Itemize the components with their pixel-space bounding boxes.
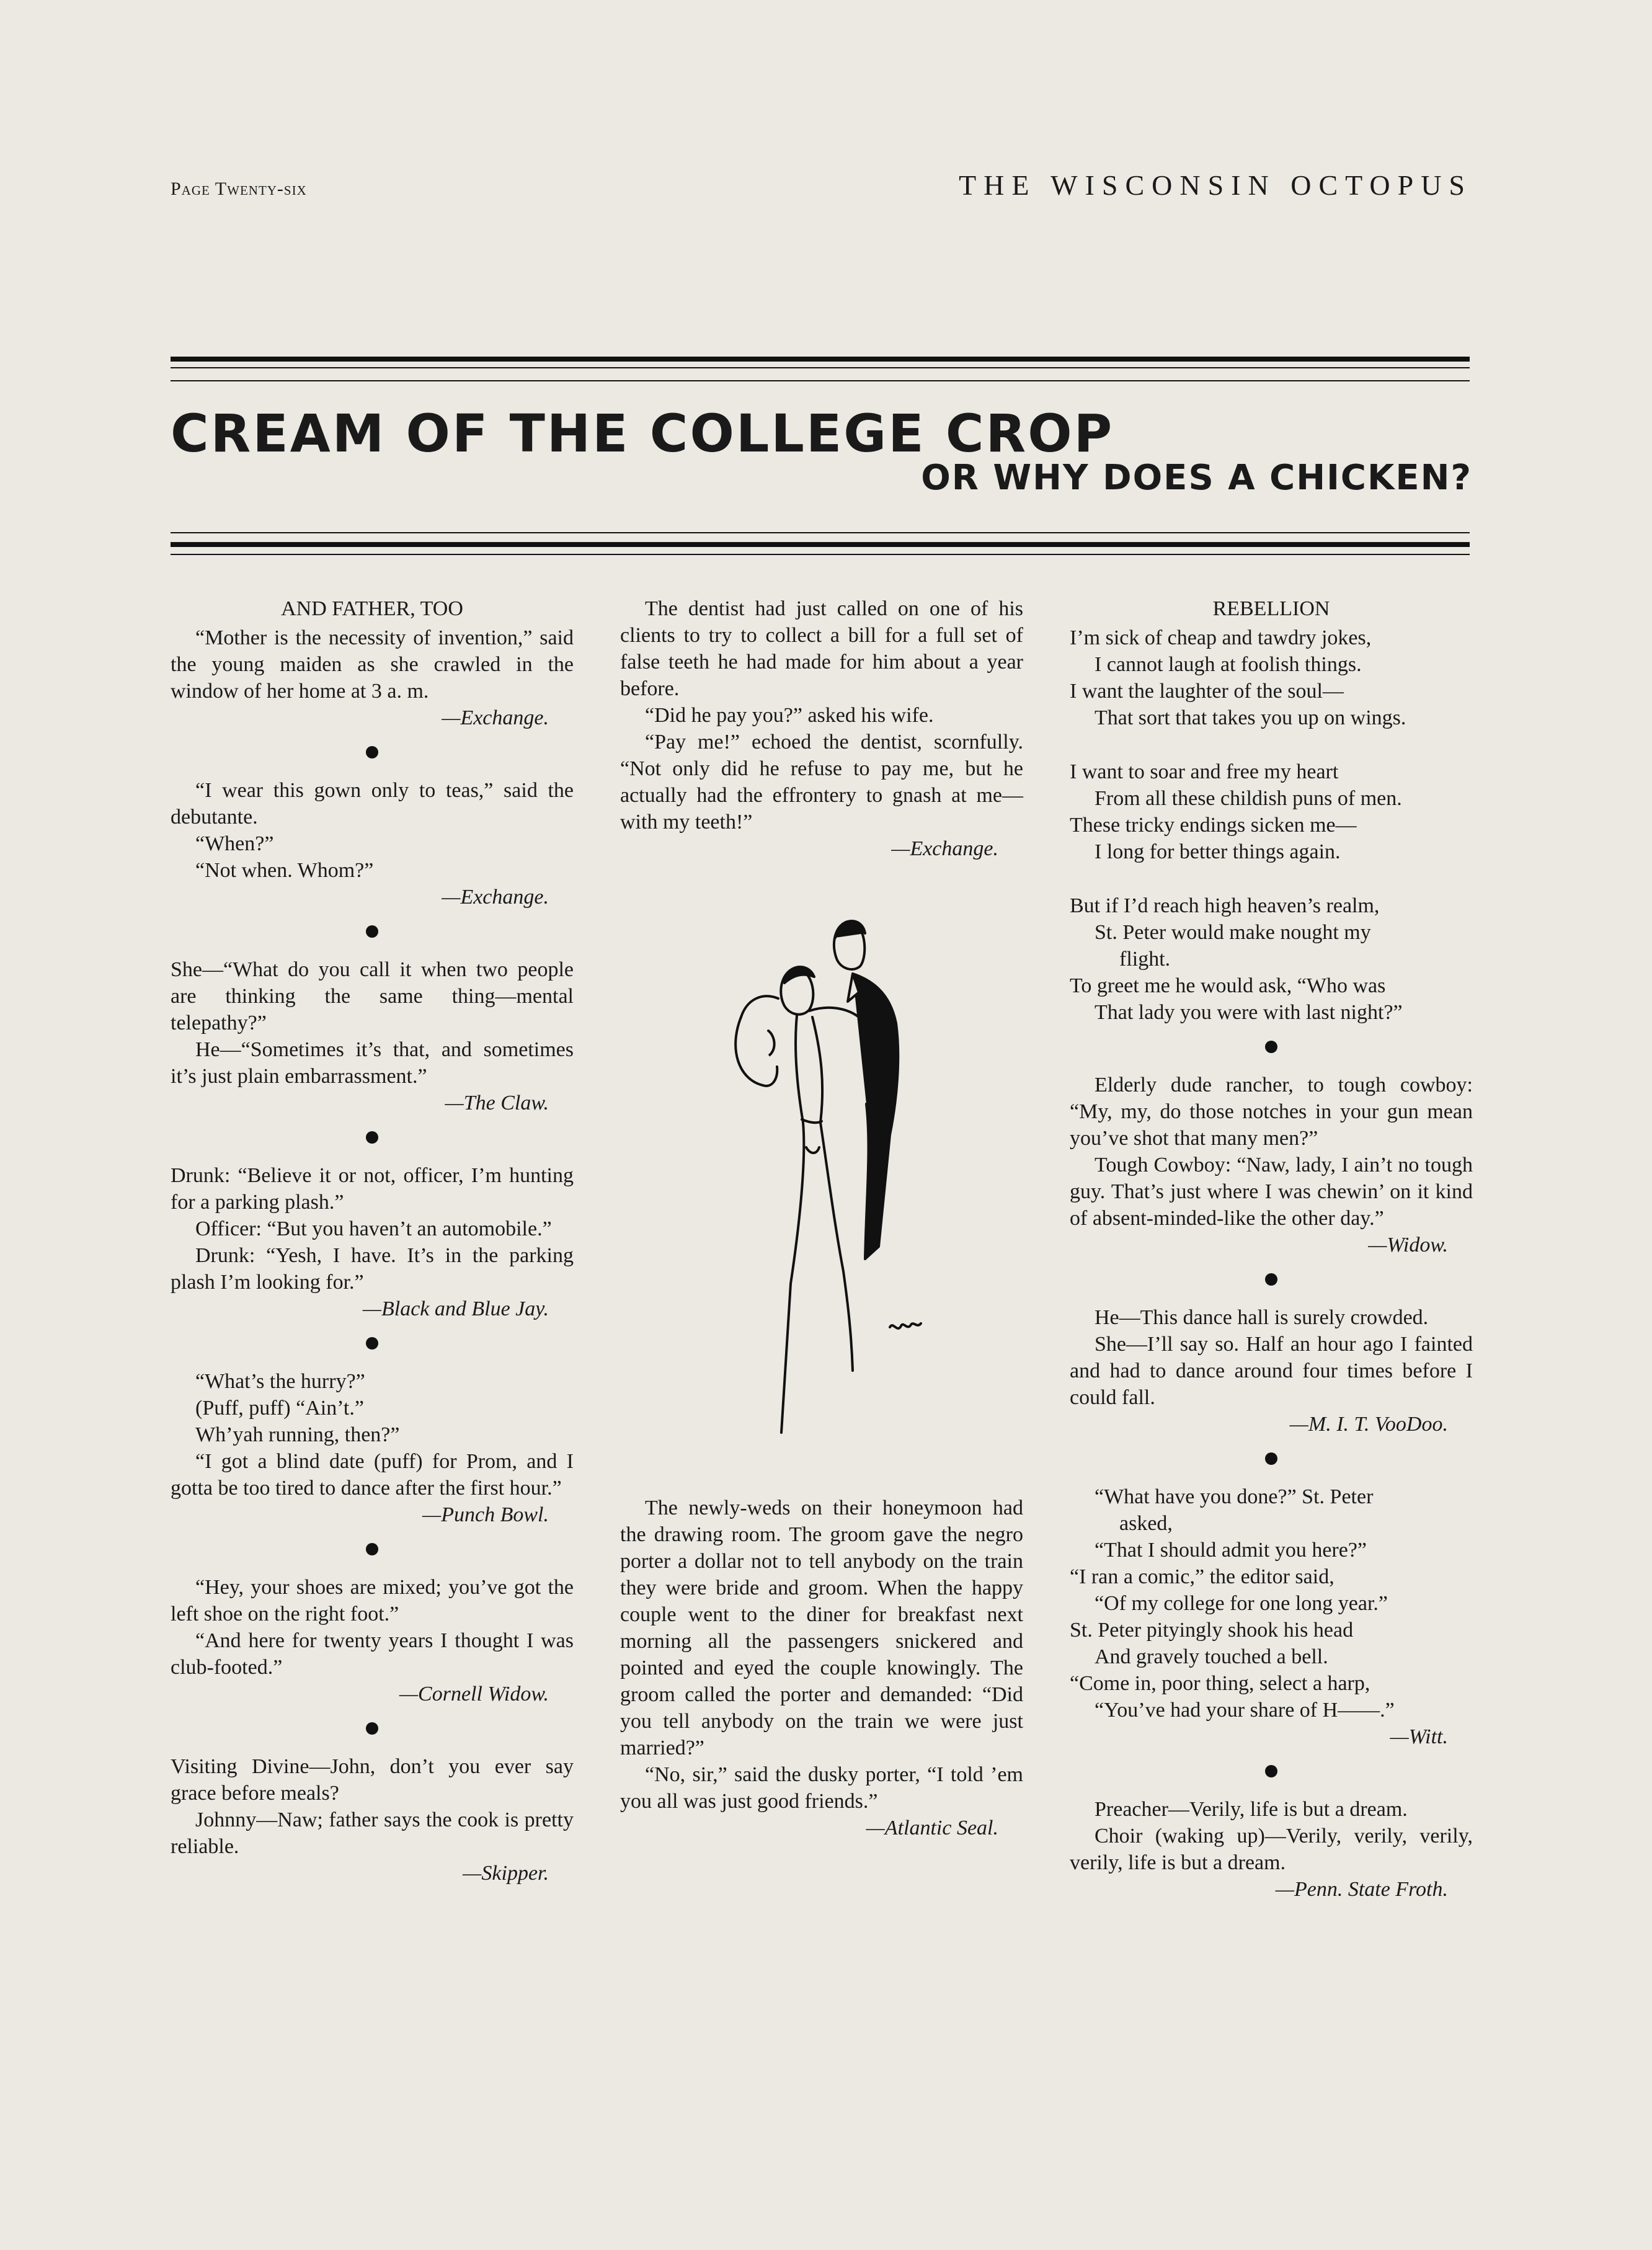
joke-text: Johnny—Naw; father says the cook is pretty reliable.: [171, 1808, 574, 1858]
page-number: Page Twenty-six: [171, 179, 307, 199]
poem-line: From all these childish puns of men.: [1095, 787, 1402, 810]
joke-text: Elderly dude rancher, to tough cowboy: “My, my, do those notches in your gun mean you’ve shot that many men?”: [1070, 1074, 1473, 1150]
poem-line: To greet me he would ask, “Who was: [1070, 974, 1386, 997]
poem-line: But if I’d reach high heaven’s realm,: [1070, 894, 1380, 917]
joke-source: —Exchange.: [442, 706, 549, 729]
poem-line: And gravely touched a bell.: [1095, 1645, 1328, 1668]
separator-dot: [366, 1543, 378, 1555]
bottom-rule-thick: [171, 542, 1470, 547]
joke-text: “Did he pay you?” asked his wife.: [645, 704, 934, 727]
joke-text: Tough Cowboy: “Naw, lady, I ain’t no tough guy. That’s just where I was chewin’ on it kind of absent-minded-like the other day.”: [1070, 1154, 1473, 1230]
joke-text: (Puff, puff) “Ain’t.”: [195, 1397, 364, 1420]
poem: [1070, 625, 1473, 1026]
poem-line: “Come in, poor thing, select a harp,: [1070, 1672, 1370, 1695]
joke-text: “What’s the hurry?”: [195, 1370, 365, 1393]
joke-text: He—This dance hall is surely crowded.: [1095, 1306, 1429, 1329]
joke-text: Drunk: “Believe it or not, officer, I’m hunting for a parking plash.”: [171, 1164, 574, 1214]
joke-source: —Cornell Widow.: [399, 1683, 549, 1705]
poem-line: That sort that takes you up on wings.: [1095, 706, 1406, 729]
poem-line: asked,: [1119, 1512, 1173, 1535]
joke-text: “Hey, your shoes are mixed; you’ve got the left shoe on the right foot.”: [171, 1576, 574, 1625]
separator-dot: [366, 1337, 378, 1350]
poem-line: “What have you done?” St. Peter: [1095, 1485, 1374, 1508]
column-middle: [620, 595, 1023, 1841]
joke-text: “Pay me!” echoed the dentist, scornfully. “Not only did he refuse to pay me, but he actually had the effrontery to gnash at me—with my teeth!”: [620, 731, 1023, 834]
joke-text: “No, sir,” said the dusky porter, “I told ’em you all was just good friends.”: [620, 1763, 1023, 1813]
bottom-rule-thin: [171, 532, 1470, 533]
poem-line: I want to soar and free my heart: [1070, 760, 1339, 783]
joke-text: “And here for twenty years I thought I was club-footed.”: [171, 1629, 574, 1679]
joke-text: Preacher—Verily, life is but a dream.: [1095, 1798, 1408, 1821]
joke-text: She—“What do you call it when two people are thinking the same thing—mental telepathy?”: [171, 958, 574, 1034]
joke-text: Drunk: “Yesh, I have. It’s in the parking plash I’m looking for.”: [171, 1244, 574, 1294]
poem-line: These tricky endings sicken me—: [1070, 814, 1357, 837]
joke-source: —Skipper.: [463, 1862, 549, 1885]
joke-text: She—I’ll say so. Half an hour ago I fainted and had to dance around four times before I could fall.: [1070, 1333, 1473, 1409]
poem-line: I long for better things again.: [1095, 840, 1341, 863]
poem-line: “That I should admit you here?”: [1095, 1539, 1367, 1562]
page-title: CREAM OF THE COLLEGE CROP: [171, 403, 1114, 464]
poem-line: St. Peter pityingly shook his head: [1070, 1619, 1354, 1642]
joke-source: —The Claw.: [445, 1092, 549, 1114]
joke-text: The dentist had just called on one of his clients to try to collect a bill for a full set of false teeth he had made for him about a year before.: [620, 597, 1023, 700]
poem-line: I want the laughter of the soul—: [1070, 680, 1344, 703]
joke-source: —Widow.: [1368, 1234, 1448, 1256]
joke-text: “Not when. Whom?”: [195, 859, 374, 882]
poem-line: “Of my college for one long year.”: [1095, 1592, 1388, 1615]
joke-text: Officer: “But you haven’t an automobile.”: [195, 1217, 552, 1240]
separator-dot: [1265, 1273, 1277, 1286]
joke-source: —M. I. T. VooDoo.: [1289, 1413, 1448, 1436]
joke-source: —Punch Bowl.: [422, 1503, 549, 1526]
joke-source: —Black and Blue Jay.: [362, 1297, 549, 1320]
joke-text: “When?”: [195, 832, 274, 855]
joke-source: —Penn. State Froth.: [1275, 1878, 1448, 1901]
poem: [1070, 1483, 1473, 1723]
separator-dot: [366, 746, 378, 758]
dancing-couple-illustration: [704, 899, 939, 1457]
joke-text: Visiting Divine—John, don’t you ever say grace before meals?: [171, 1755, 574, 1805]
joke-text: He—“Sometimes it’s that, and sometimes it’s just plain embarrassment.”: [171, 1038, 574, 1088]
poem-line: “I ran a comic,” the editor said,: [1070, 1565, 1334, 1588]
top-rule-thick: [171, 357, 1470, 362]
joke-text: The newly-weds on their honeymoon had the drawing room. The groom gave the negro porter a dollar not to tell anybody on the train they were bride and groom. When the happy couple went to the diner for breakfast next morning all the passengers snickered and pointed and eyed the couple knowingly. The groom called the porter and demanded: “Did you tell anybody on the train we were just married?”: [620, 1496, 1023, 1759]
top-rule-thin-2: [171, 380, 1470, 381]
poem-line: That lady you were with last night?”: [1095, 1001, 1403, 1024]
joke-source: —Witt.: [1390, 1725, 1448, 1748]
top-rule-thin: [171, 367, 1470, 368]
page-subtitle: OR WHY DOES A CHICKEN?: [921, 458, 1472, 498]
separator-dot: [1265, 1765, 1277, 1777]
joke-source: —Exchange.: [442, 886, 549, 909]
bottom-rule-thin-2: [171, 554, 1470, 555]
joke-text: “I wear this gown only to teas,” said the debutante.: [171, 779, 574, 829]
joke-source: —Exchange.: [891, 837, 998, 860]
separator-dot: [1265, 1452, 1277, 1465]
joke-heading: AND FATHER, TOO: [281, 597, 463, 620]
joke-text: “I got a blind date (puff) for Prom, and I gotta be too tired to dance after the first hour.”: [171, 1450, 574, 1500]
joke-text: “Mother is the necessity of invention,” said the young maiden as she crawled in the window of her home at 3 a. m.: [171, 626, 574, 703]
joke-source: —Atlantic Seal.: [866, 1816, 998, 1839]
masthead: THE WISCONSIN OCTOPUS: [959, 169, 1472, 201]
poem-line: flight.: [1119, 948, 1171, 971]
column-left: [171, 595, 574, 1887]
poem-heading: REBELLION: [1212, 597, 1330, 620]
poem-line: I cannot laugh at foolish things.: [1095, 653, 1362, 676]
poem-line: “You’ve had your share of H——.”: [1095, 1699, 1395, 1722]
separator-dot: [366, 1722, 378, 1735]
joke-text: Choir (waking up)—Verily, verily, verily, verily, life is but a dream.: [1070, 1825, 1473, 1874]
separator-dot: [1265, 1041, 1277, 1053]
column-right: [1070, 595, 1473, 1903]
joke-text: Wh’yah running, then?”: [195, 1423, 400, 1446]
poem-line: St. Peter would make nought my: [1095, 921, 1371, 944]
poem-line: I’m sick of cheap and tawdry jokes,: [1070, 626, 1372, 649]
separator-dot: [366, 1131, 378, 1144]
separator-dot: [366, 925, 378, 938]
